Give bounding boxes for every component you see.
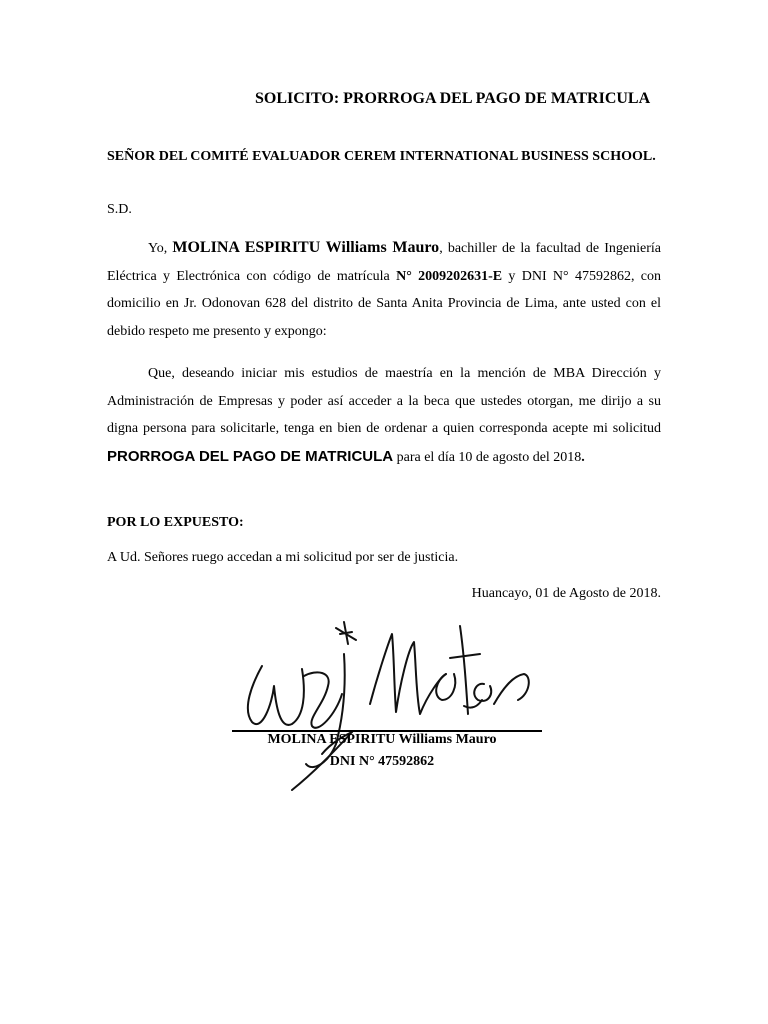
paragraph1-text-b: y DNI N° 47592862, con domicilio en Jr. Odonovan 628 del distrito de Santa Anita Provincia de Lima, ante usted con el debido respeto me presento y expongo:: [107, 268, 661, 339]
paragraph1-text-a: , bachiller de la facultad de Ingeniería Eléctrica y Electrónica con código de matrícula: [107, 241, 661, 284]
paragraph2-text-b: para el día 10 de agosto del 2018: [393, 449, 582, 465]
closing-text: A Ud. Señores ruego accedan a mi solicitud por ser de justicia.: [107, 550, 459, 565]
applicant-name: MOLINA ESPIRITU Williams Mauro: [172, 239, 440, 256]
signer-name: MOLINA ESPIRITU Williams Mauro: [267, 732, 497, 747]
request-subject: PRORROGA DEL PAGO DE MATRICULA: [107, 447, 394, 465]
place-date: Huancayo, 01 de Agosto de 2018.: [471, 586, 661, 601]
student-code: N° 2009202631-E: [396, 268, 503, 284]
paragraph2-text-a: Que, deseando iniciar mis estudios de maestría en la mención de MBA Dirección y Administración de Empresas y poder así acceder a la beca que ustedes otorgan, me dirijo a su digna persona para solicitarle, tenga en bien de ordenar a quien corresponda acepte mi solicitud: [107, 366, 661, 436]
addressee: SEÑOR DEL COMITÉ EVALUADOR CEREM INTERNATIONAL BUSINESS SCHOOL.: [107, 149, 656, 164]
document-title: SOLICITO: PRORROGA DEL PAGO DE MATRICULA: [255, 90, 651, 107]
paragraph2-end: .: [581, 449, 585, 465]
paragraph-presentation: [107, 234, 661, 345]
signer-dni: DNI N° 47592862: [329, 754, 435, 769]
closing-heading: POR LO EXPUESTO:: [107, 515, 244, 530]
salutation: S.D.: [107, 202, 132, 217]
intro-text: Yo,: [148, 241, 173, 256]
paragraph-request: [107, 360, 661, 471]
